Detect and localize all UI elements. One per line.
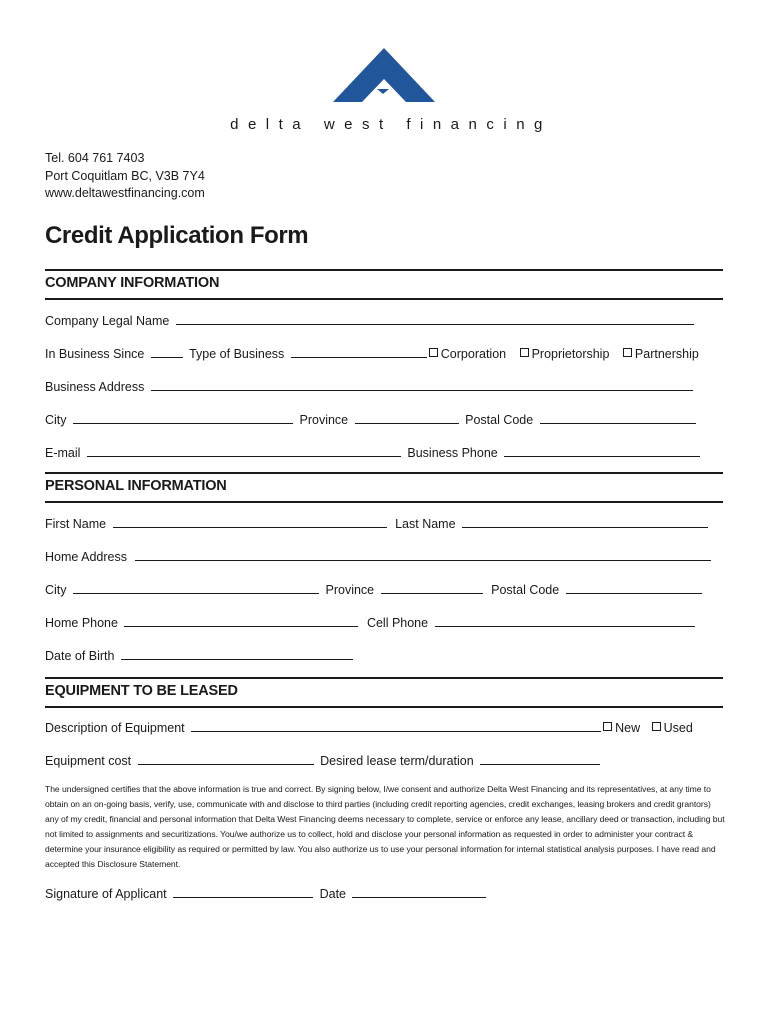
form-title: Credit Application Form — [45, 222, 309, 249]
signature-date-field[interactable] — [352, 885, 486, 898]
label-personal-city: City — [45, 583, 67, 597]
label-personal-province: Province — [325, 583, 375, 597]
label-corporation: Corporation — [440, 347, 507, 361]
signature-row — [45, 885, 489, 902]
phone-number: Tel. 604 761 7403 — [45, 151, 145, 165]
company-province-field[interactable] — [355, 411, 459, 424]
personal-section-title: PERSONAL INFORMATION — [45, 478, 227, 494]
company-city-row — [45, 411, 699, 428]
label-new: New — [615, 721, 641, 735]
company-legal-name-field[interactable] — [176, 312, 694, 325]
label-home-phone: Home Phone — [45, 616, 118, 630]
business-phone-field[interactable] — [504, 444, 700, 457]
personal-city-row — [45, 581, 705, 598]
lease-term-field[interactable] — [480, 752, 600, 765]
home-address-field[interactable] — [135, 548, 711, 561]
business-address-field[interactable] — [151, 378, 693, 391]
equipment-cost-row — [45, 752, 603, 769]
equipment-section-header — [45, 677, 723, 708]
label-first-name: First Name — [45, 517, 107, 531]
label-equipment-description: Description of Equipment — [45, 721, 185, 735]
company-legal-name-row — [45, 312, 697, 329]
date-of-birth-field[interactable] — [121, 647, 353, 660]
personal-city-field[interactable] — [73, 581, 319, 594]
label-business-address: Business Address — [45, 380, 145, 394]
website: www.deltawestfinancing.com — [45, 186, 205, 200]
label-company-city: City — [45, 413, 67, 427]
first-name-field[interactable] — [113, 515, 387, 528]
label-personal-postal-code: Postal Code — [491, 583, 560, 597]
label-partnership: Partnership — [634, 347, 699, 361]
new-checkbox[interactable] — [603, 722, 612, 731]
personal-section-header — [45, 472, 723, 503]
equipment-cost-field[interactable] — [138, 752, 314, 765]
home-phone-field[interactable] — [124, 614, 358, 627]
brand-name: delta west financing — [230, 116, 552, 133]
label-used: Used — [663, 721, 693, 735]
disclosure-statement: The undersigned certifies that the above information is true and correct. By signing below, I/we consent and authorize Delta West Financing and its representatives, at any time to obtain on an on-going basis, verify, use, communicate with and disclose to third parties (including credit reporting agencies, credit exchanges, leasing brokers and credit grantors) any of my credit, financial and personal information that Delta West Financing deems necessary to complete, service or enforce any lease, ancillary deed or transaction, including but not limited to assignments and securitizations. You/we authorize us to collect, hold and disclose your personal information as requested in order to administer your contract & determine your insurance eligibility as required or permitted by law. You also authorize us to use your personal information for internal statistical analysis purposes. I have read and accepted this Disclosure Statement. — [45, 784, 725, 869]
label-company-postal-code: Postal Code — [465, 413, 534, 427]
label-cell-phone: Cell Phone — [366, 616, 429, 630]
label-type-of-business: Type of Business — [189, 347, 285, 361]
company-section-header — [45, 269, 723, 300]
equipment-section-title: EQUIPMENT TO BE LEASED — [45, 683, 238, 699]
date-of-birth-row — [45, 647, 356, 664]
label-company-legal-name: Company Legal Name — [45, 314, 170, 328]
corporation-checkbox[interactable] — [429, 348, 438, 357]
label-home-address: Home Address — [45, 550, 127, 564]
used-checkbox[interactable] — [652, 722, 661, 731]
address: Port Coquitlam BC, V3B 7Y4 — [45, 168, 205, 183]
equipment-description-field[interactable] — [191, 719, 601, 732]
label-proprietorship: Proprietorship — [531, 347, 610, 361]
company-postal-code-field[interactable] — [540, 411, 696, 424]
in-business-since-field[interactable] — [151, 345, 183, 358]
label-company-province: Province — [299, 413, 349, 427]
home-address-row — [45, 548, 714, 565]
contact-block — [45, 150, 205, 203]
signature-field[interactable] — [173, 885, 313, 898]
partnership-checkbox[interactable] — [623, 348, 632, 357]
label-lease-term: Desired lease term/duration — [320, 754, 474, 768]
label-date-of-birth: Date of Birth — [45, 649, 115, 663]
type-of-business-field[interactable] — [291, 345, 427, 358]
personal-province-field[interactable] — [381, 581, 483, 594]
business-type-row — [45, 345, 699, 362]
label-in-business-since: In Business Since — [45, 347, 145, 361]
label-email: E-mail — [45, 446, 81, 460]
personal-postal-code-field[interactable] — [566, 581, 702, 594]
phone-row — [45, 614, 698, 631]
label-business-phone: Business Phone — [407, 446, 498, 460]
delta-west-logo — [333, 48, 435, 102]
label-last-name: Last Name — [395, 517, 456, 531]
label-signature-of-applicant: Signature of Applicant — [45, 887, 167, 901]
label-signature-date: Date — [319, 887, 346, 901]
name-row — [45, 515, 711, 532]
company-city-field[interactable] — [73, 411, 293, 424]
email-field[interactable] — [87, 444, 401, 457]
label-equipment-cost: Equipment cost — [45, 754, 132, 768]
company-contact-row — [45, 444, 703, 461]
business-address-row — [45, 378, 696, 395]
proprietorship-checkbox[interactable] — [520, 348, 529, 357]
company-section-title: COMPANY INFORMATION — [45, 275, 220, 291]
last-name-field[interactable] — [462, 515, 708, 528]
cell-phone-field[interactable] — [435, 614, 695, 627]
equipment-description-row — [45, 719, 693, 736]
